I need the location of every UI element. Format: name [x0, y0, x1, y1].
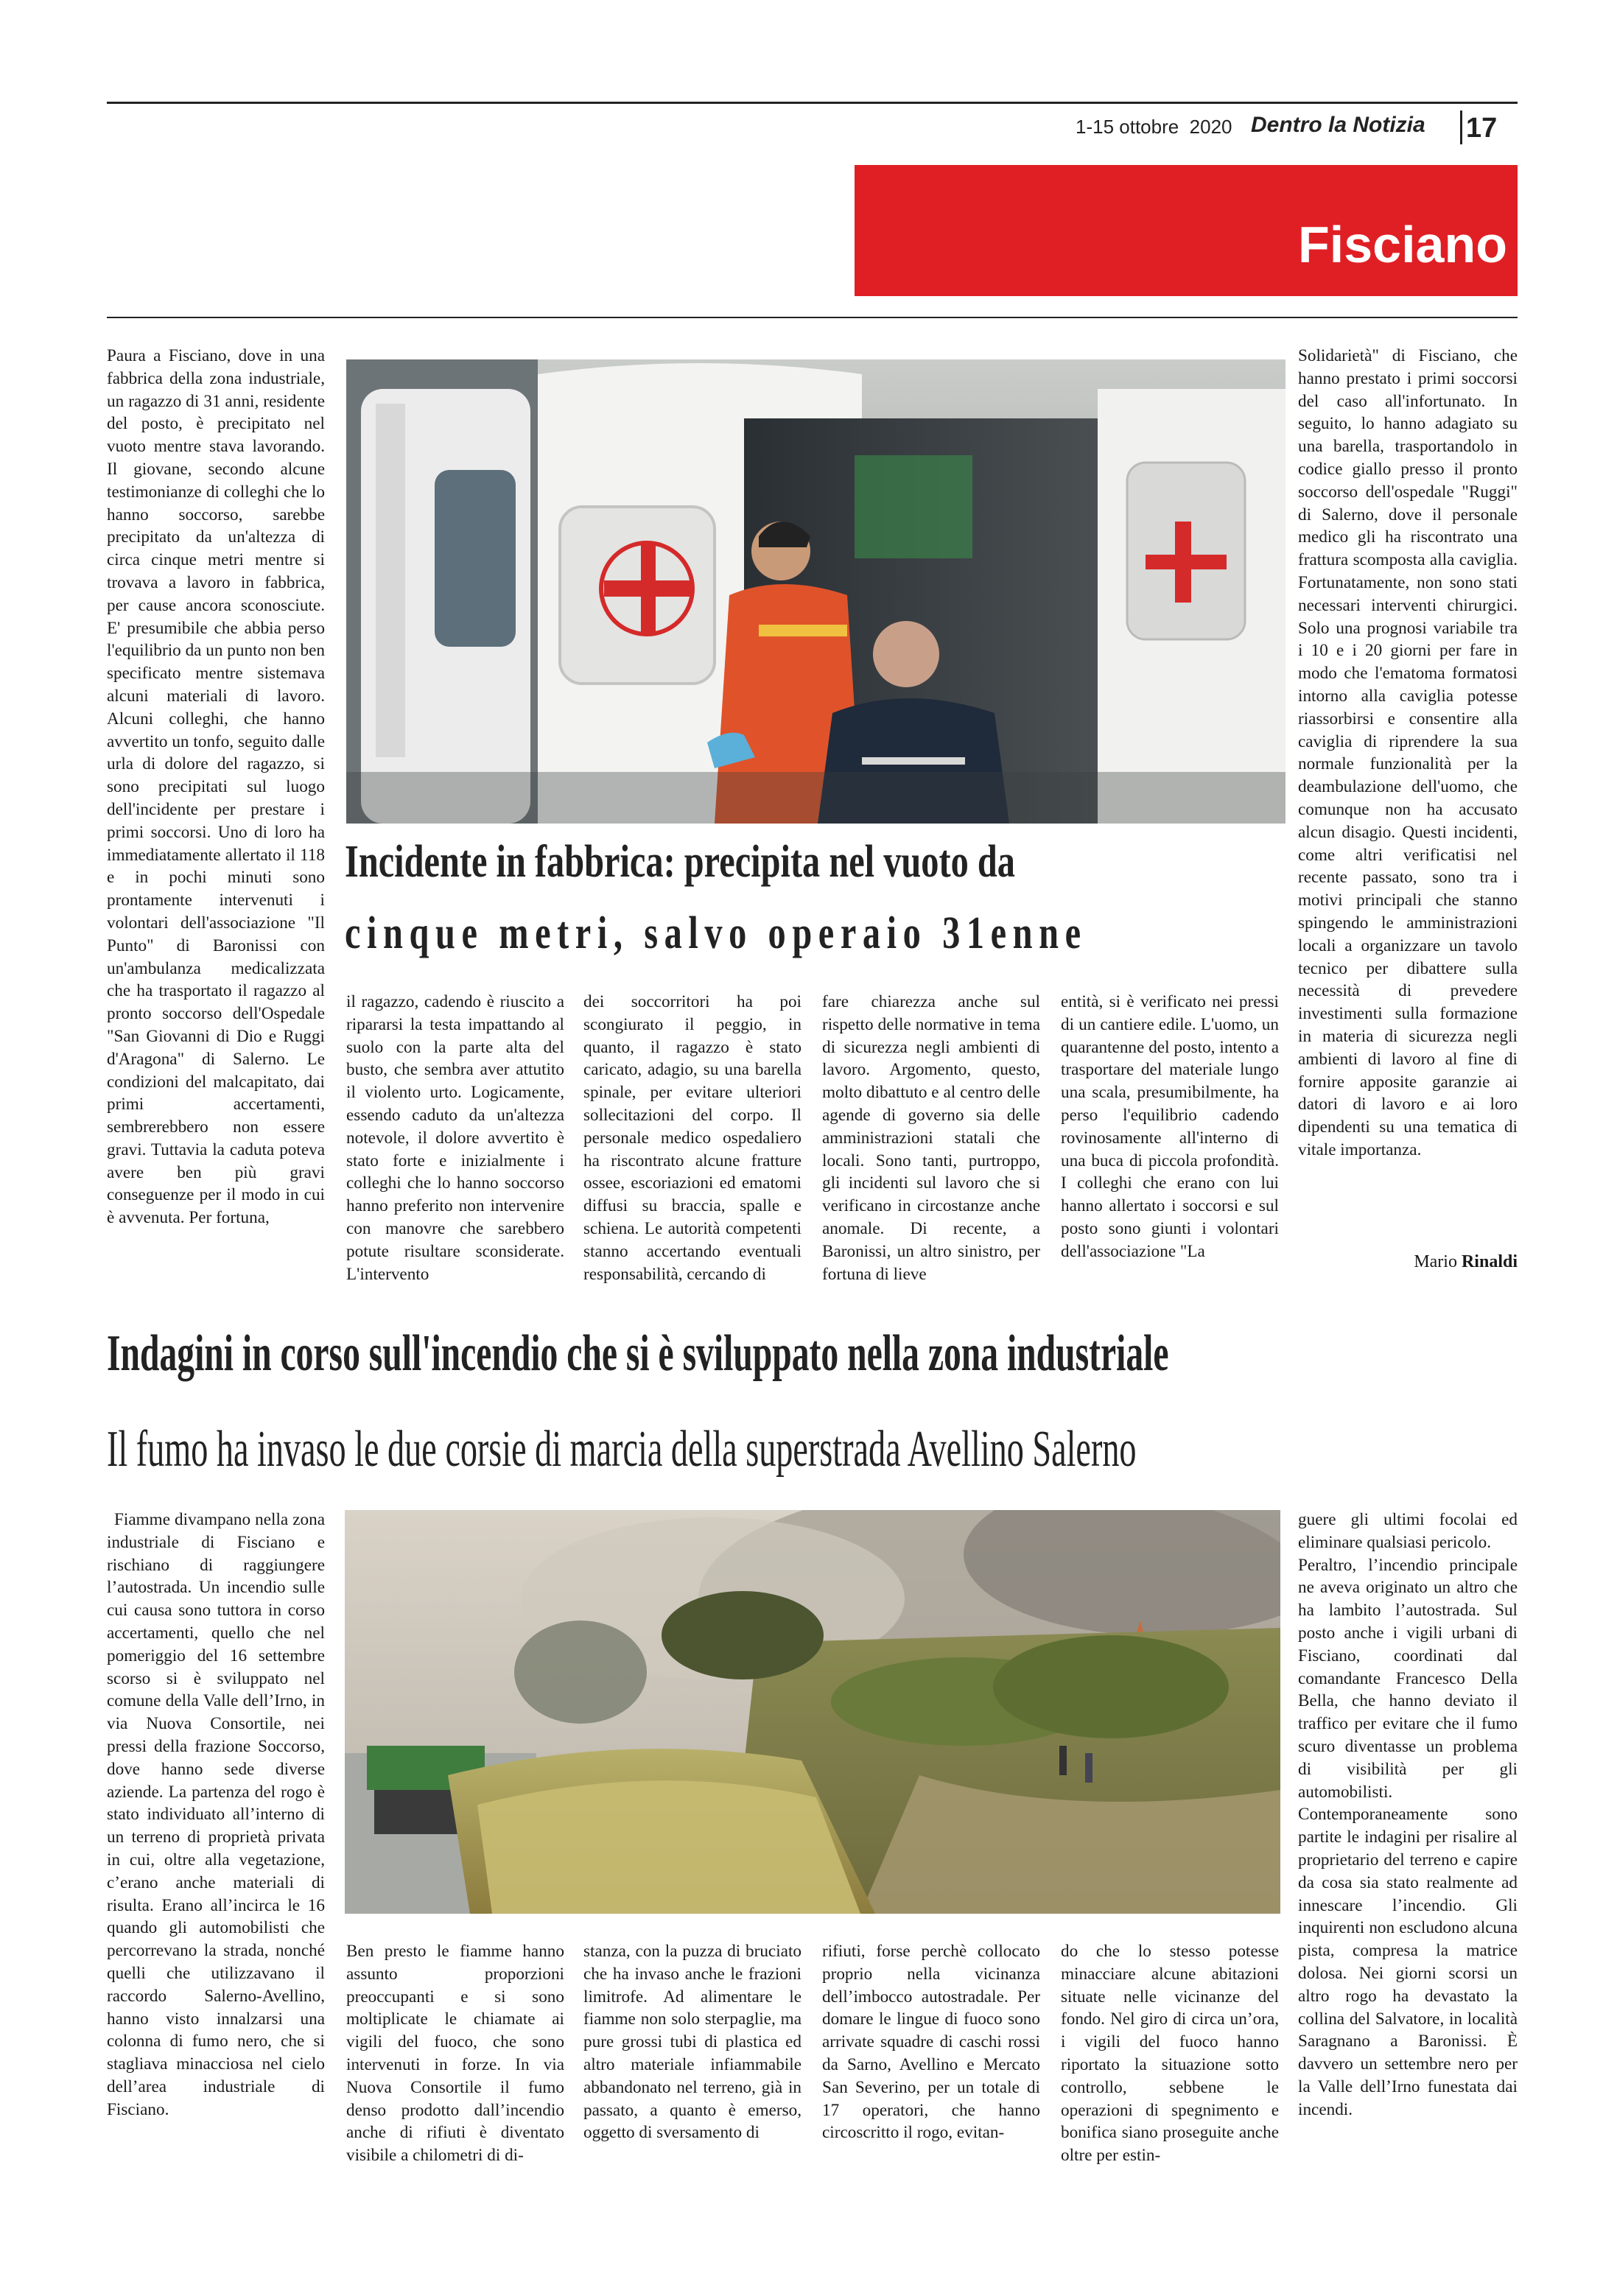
ambulance-rescue-photo	[346, 359, 1285, 824]
article2-col5-text: do che lo stesso potesse minacciare alcune abitazioni situate nelle vicinanze del fondo. Nel giro di circa un’ora, i vigili del fuoco hanno riportato la situazione sotto controllo, sebbene le operazioni di spegnimento e bonifica siano proseguite anche oltre per estin-	[1061, 1942, 1279, 2166]
article1-column-4	[822, 991, 1040, 1285]
section-label: Fisciano	[1298, 216, 1507, 273]
author-first-name: Mario	[1414, 1252, 1462, 1271]
article1-column-2	[346, 991, 564, 1285]
issue-date: 1-15 ottobre 2020	[1076, 116, 1232, 138]
article2-col4-text: rifiuti, forse perchè collocato proprio nella vicinanza dell’imbocco autostradale. Per domare le lingue di fuoco sono arrivate squadre di caschi rossi da Sarno, Avellino e Mercato San Severino, per un totale di 17 operatori, che hanno circoscritto il rogo, evitan-	[822, 1942, 1040, 2143]
article2-column-4	[822, 1940, 1040, 2144]
article2-column-6	[1298, 1509, 1518, 2121]
article2-headline: Indagini in corso sull'incendio che si è sviluppato nella zona industriale	[107, 1325, 1169, 1382]
top-rule	[107, 102, 1518, 104]
article1-column-6	[1298, 345, 1518, 1162]
article2-column-3	[583, 1940, 802, 2144]
wildfire-smoke-photo	[345, 1510, 1280, 1914]
ambulance-photo-illustration	[346, 359, 1285, 824]
article1-col5-text: entità, si è verificato nei pressi di un cantiere edile. L'uomo, un quarantenne del posto, intento a trasportare del materiale lungo una scala, presumibilmente, ha perso l'equilibrio cadendo rovinosamente all'interno di una buca di piccola profondità. I colleghi che erano con lui hanno allertato i soccorsi e sul posto sono giunti i volontari dell'associazione "La	[1061, 992, 1279, 1261]
section-rule	[107, 317, 1518, 318]
article2-col6-para2: Peraltro, l’incendio principale ne aveva originato un altro che ha lambito l’autostrada. Sul posto anche i vigili urbani di Fisciano, coordinati dal comandante Francesco Della Bella, che hanno deviato il traffico per evitare che il fumo scuro diventasse un problema di visibilità per gli automobilisti. Contemporaneamente sono partite le indagini per risalire al proprietario del terreno e capire da cosa sia stato realmente ad innescare l’incendio. Gli inquirenti non escludono alcuna pista, compresa la matrice dolosa. Nei giorni scorsi un altro rogo ha devastato la collina del Salvatore, in località Saragnano a Baronissi. È davvero un settembre nero per la Valle dell’Irno funestata dai incendi.	[1298, 1555, 1518, 2119]
article2-col3-text: stanza, con la puzza di bruciato che ha invaso anche le frazioni limitrofe. Ad alimentare le fiamme non solo sterpaglie, ma pure grossi tubi di plastica ed altro materiale infiammabile abbandonato nel terreno, già in passato, a quanto è emerso, oggetto di sversamento di	[583, 1942, 802, 2143]
article1-column-1	[107, 345, 325, 1229]
article2-column-2	[346, 1940, 564, 2167]
article2-column-1	[107, 1509, 325, 2121]
article1-col3-text: dei soccorritori ha poi scongiurato il peggio, in quanto, il ragazzo è stato caricato, adagio, su una barella spinale, per evitare ulteriori sollecitazioni del corpo. Il personale medico ospedaliero ha riscontrato alcune fratture ossee, escoriazioni ed ematomi diffusi su braccia, spalle e schiena. Le autorità competenti stanno accertando eventuali responsabilità, cercando di	[583, 992, 802, 1284]
article1-title-line1: Incidente in fabbrica: precipita nel vuoto da	[345, 837, 1015, 887]
article1-column-3	[583, 991, 802, 1285]
section-banner	[855, 165, 1518, 296]
article1-column-5	[1061, 991, 1279, 1263]
article2-col1-text: Fiamme divampano nella zona industriale di Fisciano e rischiano di raggiungere l’autostrada. Un incendio sulle cui causa sono tuttora in corso accertamenti, quello che nel pomeriggio del 16 settembre scorso si è sviluppato nel comune della Valle dell’Irno, in via Nuova Consortile, nei pressi della frazione Soccorso, dove hanno sede diverse aziende. La partenza del rogo è stato individuato all’interno di un terreno di proprietà privata in cui, oltre alla vegetazione, c’erano anche materiali di risulta. Erano all’incirca le 16 quando gli automobilisti che percorrevano la strada, nonché quelli che utilizzavano il raccordo Salerno-Avellino, hanno visto innalzarsi una colonna di fumo nero, che si stagliava minacciosa nel cielo dell’area industriale di Fisciano.	[107, 1510, 325, 2119]
article1-col2-text: il ragazzo, cadendo è riuscito a ripararsi la testa impattando al suolo con la parte alta del busto, che sembra aver attutito il violento urto. Logicamente, essendo caduto da un'altezza notevole, il dolore avvertito è stato forte e inizialmente i colleghi che lo hanno soccorso hanno preferito non intervenire con manovre che sarebbero potute risultare sconsiderate. L'intervento	[346, 992, 564, 1284]
article1-col1-text: Paura a Fisciano, dove in una fabbrica della zona industriale, un ragazzo di 31 anni, residente del posto, è precipitato nel vuoto mentre stava lavorando. Il giovane, secondo alcune testimonianze di colleghi che lo hanno soccorso, sarebbe precipitato da un'altezza di circa cinque metri mentre si trovava a lavoro in fabbrica, per cause ancora sconosciute. E' presumibile che abbia perso l'equilibrio da un punto non ben specificato mentre sistemava alcuni materiali di lavoro. Alcuni colleghi, che hanno avvertito un tonfo, seguito dalle urla di dolore del ragazzo, si sono precipitati sul luogo dell'incidente per prestare i primi soccorsi. Uno di loro ha immediatamente allertato il 118 e in pochi minuti sono prontamente intervenuti i volontari dell'associazione "Il Punto" di Baronissi con un'ambulanza medicalizzata che ha trasportato il ragazzo al pronto soccorso dell'Ospedale "San Giovanni di Dio e Ruggi d'Aragona" di Salerno. Le condizioni del malcapitato, dai primi accertamenti, sembrerebbero non essere gravi. Tuttavia la caduta poteva avere ben più gravi conseguenze per il modo in cui è avvenuta. Per fortuna,	[107, 346, 325, 1228]
article1-author	[1392, 1252, 1518, 1272]
article2-subheadline: Il fumo ha invaso le due corsie di marcia della superstrada Avellino Salerno	[107, 1421, 1137, 1478]
publication-name: Dentro la Notizia	[1251, 113, 1425, 137]
article2-column-5	[1061, 1940, 1279, 2167]
article2-col6-para1: guere gli ultimi focolai ed eliminare qualsiasi pericolo.	[1298, 1510, 1518, 1552]
article1-col6-text: Solidarietà" di Fisciano, che hanno prestato i primi soccorsi del caso all'infortunato. In seguito, lo hanno adagiato su una barella, trasportandolo in codice giallo presso il pronto soccorso dell'ospedale "Ruggi" di Salerno, dove il personale medico gli ha riscontrato una frattura scomposta alla caviglia. Fortunatamente, non sono stati necessari interventi chirurgici. Solo una prognosi variabile tra i 10 e i 20 giorni per fare in modo che l'ematoma formatosi intorno alla caviglia potesse riassorbirsi e consentire alla caviglia di riprendere la sua normale funzionalità per la deambulazione dell'uomo, che comunque non ha accusato alcun disagio. Questi incidenti, come altri verificatisi nel recente passato, sono tra i motivi principali che stanno spingendo le amministrazioni locali a organizzare un tavolo tecnico per dibattere sulla necessità di prevedere investimenti sulla formazione in materia di sicurezza negli ambienti di lavoro al fine di fornire apposite garanzie ai datori di lavoro e ai loro dipendenti su una tematica di vitale importanza.	[1298, 346, 1518, 1159]
article1-col4-text: fare chiarezza anche sul rispetto delle normative in tema di sicurezza negli ambienti di lavoro. Argomento, questo, molto dibattuto e al centro delle agende di governo sia delle amministrazioni statali che locali. Sono tanti, purtroppo, gli incidenti sul lavoro che si verificano in circostanze anche anomale. Di recente, a Baronissi, un altro sinistro, per fortuna di lieve	[822, 992, 1040, 1284]
wildfire-photo-illustration	[345, 1510, 1280, 1914]
article2-col2-text: Ben presto le fiamme hanno assunto proporzioni preoccupanti e si sono moltiplicate le chiamate ai vigili del fuoco, che sono intervenuti in forze. In via Nuova Consortile il fumo denso prodotto dall’incendio anche di rifiuti è diventato visibile a chilometri di di-	[346, 1942, 564, 2166]
author-last-name: Rinaldi	[1461, 1252, 1518, 1271]
article1-title-line2: cinque metri, salvo operaio 31enne	[345, 908, 1087, 958]
page-number: 17	[1466, 113, 1498, 144]
page-number-divider	[1460, 110, 1462, 144]
